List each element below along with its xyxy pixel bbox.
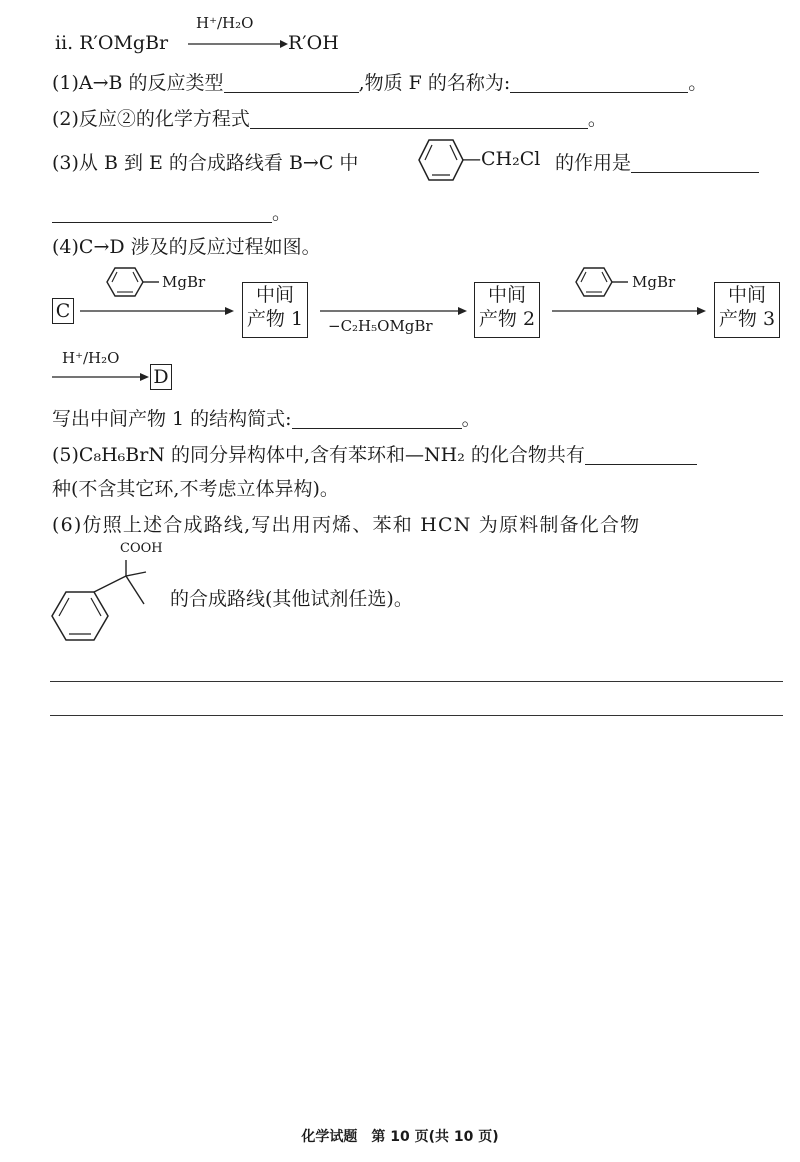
intermediate-1-line2: 产物 1	[246, 308, 304, 330]
question-4-text: (4)C→D 涉及的反应过程如图。	[52, 236, 321, 258]
answer-line-1[interactable]	[50, 681, 783, 682]
question-6-text: (6)仿照上述合成路线,写出用丙烯、苯和 HCN 为原料制备化合物	[52, 514, 641, 536]
reagent-3-mgbr: MgBr	[632, 273, 676, 291]
q1-end: 。	[688, 72, 708, 94]
question-2	[52, 104, 607, 131]
reaction-line-ii	[55, 32, 168, 54]
answer-blank-1a[interactable]	[224, 72, 359, 93]
q1-text-a: (1)A→B 的反应类型	[52, 72, 224, 94]
intermediate-3-line1: 中间	[727, 284, 766, 306]
scheme-arrow-4-icon	[52, 371, 152, 383]
answer-blank-4[interactable]	[292, 408, 462, 429]
scheme-arrow-2-icon	[320, 305, 468, 317]
cooh-label: COOH	[120, 541, 163, 556]
scheme-arrow-3-icon	[552, 305, 707, 317]
answer-line-2[interactable]	[50, 715, 783, 716]
reagent-4: H⁺/H₂O	[62, 349, 120, 367]
arrow-label: H⁺/H₂O	[196, 14, 254, 32]
q4-end: 。	[461, 408, 481, 430]
q4-ask-text: 写出中间产物 1 的结构简式:	[52, 408, 292, 430]
q5-text-a: (5)C₈H₆BrN 的同分异构体中,含有苯环和—NH₂ 的化合物共有	[52, 444, 585, 466]
intermediate-3-box	[714, 282, 780, 338]
intermediate-2-box	[474, 282, 540, 338]
answer-blank-3b[interactable]	[52, 202, 272, 223]
phenyl-ring-icon	[103, 264, 167, 304]
reactant: R′OMgBr	[79, 32, 169, 54]
answer-blank-5[interactable]	[585, 444, 697, 465]
reagent-1-mgbr: MgBr	[162, 273, 206, 291]
intermediate-1-line1: 中间	[255, 284, 294, 306]
intermediate-1-box	[242, 282, 308, 338]
target-compound-structure-icon	[48, 558, 158, 648]
q1-text-b: ,物质 F 的名称为:	[358, 72, 511, 94]
answer-blank-3a[interactable]	[631, 152, 759, 173]
question-5-line-2: 种(不含其它环,不考虑立体异构)。	[52, 478, 339, 500]
q3-text-b: 的作用是	[555, 152, 632, 174]
answer-blank-1b[interactable]	[510, 72, 688, 93]
reagent-2: −C₂H₅OMgBr	[328, 317, 433, 335]
product: R′OH	[288, 32, 339, 54]
question-5-line-1	[52, 440, 697, 467]
intermediate-2-line2: 产物 2	[478, 308, 536, 330]
question-6-text-b: 的合成路线(其他试剂任选)。	[170, 588, 413, 610]
compound-c-box: C	[52, 298, 74, 324]
item-number: ⅱ.	[55, 32, 74, 54]
ch2cl-group: —CH₂Cl	[462, 148, 541, 170]
reaction-arrow-icon	[188, 38, 288, 50]
q2-text: (2)反应②的化学方程式	[52, 108, 250, 130]
page-footer: 化学试题 第 10 页(共 10 页)	[301, 1129, 499, 1145]
intermediate-3-line2: 产物 3	[718, 308, 776, 330]
compound-d-box: D	[150, 364, 172, 390]
question-3-text-b	[555, 148, 759, 175]
question-1	[52, 68, 707, 95]
q3-end: 。	[272, 202, 292, 224]
question-4-ask	[52, 404, 481, 431]
question-3-line-2	[52, 198, 291, 225]
phenyl-ring-icon	[572, 264, 636, 304]
answer-blank-2[interactable]	[250, 108, 588, 129]
q2-end: 。	[587, 108, 607, 130]
scheme-arrow-1-icon	[80, 305, 235, 317]
intermediate-2-line1: 中间	[487, 284, 526, 306]
question-3-text-a: (3)从 B 到 E 的合成路线看 B→C 中	[52, 152, 359, 174]
